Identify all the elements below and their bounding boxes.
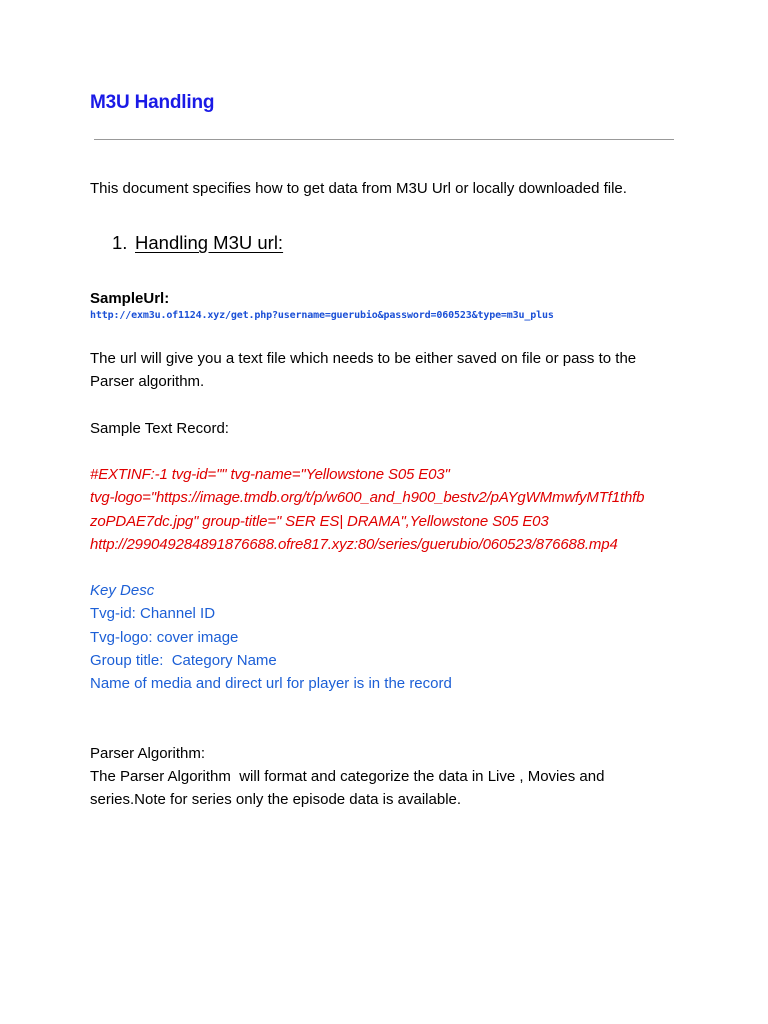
key-desc-heading: Key Desc — [90, 582, 155, 599]
sample-url-label: SampleUrl: — [90, 290, 170, 307]
key-description-block — [90, 579, 452, 695]
document-title: M3U Handling — [90, 92, 215, 113]
intro-paragraph: This document specifies how to get data from M3U Url or locally downloaded file. — [90, 180, 627, 197]
url-description: The url will give you a text file which needs to be either saved on file or pass to the Parser algorithm. — [90, 350, 637, 390]
sample-record-block — [90, 463, 685, 556]
parser-algorithm-label: Parser Algorithm: — [90, 745, 206, 762]
section-heading: Handling M3U url: — [135, 232, 284, 253]
sample-record-label: Sample Text Record: — [90, 420, 229, 437]
key-desc-item: Tvg-logo: cover image — [90, 628, 239, 646]
parser-algorithm-description: The Parser Algorithm will format and categorize the data in Live , Movies and series.Note for series only the episode data is available. — [90, 768, 609, 808]
record-line: zoPDAE7dc.jpg" group-title=" SER ES| DRAMA",Yellowstone S05 E03 — [90, 512, 549, 530]
sample-url-link[interactable]: http://exm3u.of1124.xyz/get.php?username=guerubio&password=060523&type=m3u_plus — [90, 310, 554, 321]
horizontal-rule — [94, 139, 674, 140]
key-desc-item: Group title: Category Name — [90, 651, 277, 669]
key-desc-item: Name of media and direct url for player is in the record — [90, 675, 452, 693]
section-number: 1. — [112, 232, 128, 253]
record-line: #EXTINF:-1 tvg-id="" tvg-name="Yellowstone S05 E03" — [90, 466, 450, 483]
record-line: tvg-logo="https://image.tmdb.org/t/p/w600_and_h900_bestv2/pAYgWMmwfyMTf1thfb — [90, 489, 645, 507]
key-desc-item: Tvg-id: Channel ID — [90, 605, 216, 623]
record-line: http://299049284891876688.ofre817.xyz:80/series/guerubio/060523/876688.mp4 — [90, 535, 618, 553]
